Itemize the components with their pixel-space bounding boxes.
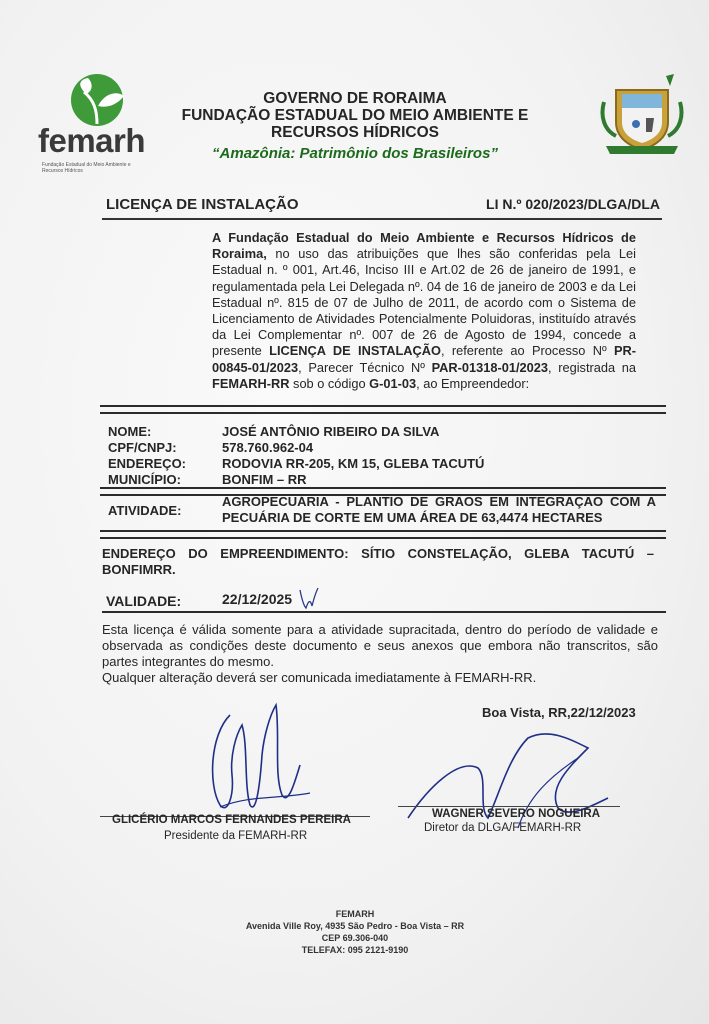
place-and-date: Boa Vista, RR,22/12/2023 [482,705,636,720]
footer-phone: TELEFAX: 095 2121-9190 [301,945,409,955]
logo-subtitle: Fundação Estadual do Meio Ambiente e Recursos Hídricos [42,162,131,174]
intro-text-4: , registrada na [548,359,636,375]
signature-line-director [398,806,620,807]
intro-text-2: , referente ao Processo Nº [440,343,614,359]
state-coat-of-arms-icon [596,72,688,158]
enterprise-address: ENDEREÇO DO EMPREENDIMENTO: SÍTIO CONSTELAÇÃO, GLEBA TACUTÚ – BONFIMRR. [102,546,654,577]
validity-label: VALIDADE: [106,593,182,609]
foundation-name-line1: FUNDAÇÃO ESTADUAL DO MEIO AMBIENTE E [181,107,529,124]
intro-text-6: , ao Empreendedor: [416,375,530,391]
validity-divider [102,611,666,613]
president-name: GLICÉRIO MARCOS FERNANDES PEREIRA [112,814,351,826]
name-value: JOSÉ ANTÔNIO RIBEIRO DA SILVA [222,424,440,439]
footer-org: FEMARH [335,909,375,919]
address-value: RODOVIA RR-205, KM 15, GLEBA TACUTÚ [222,456,485,471]
foundation-name-line2: RECURSOS HÍDRICOS [271,124,439,141]
director-name: WAGNER SEVERO NOGUEIRA [432,808,601,820]
government-name: GOVERNO DE RORAIMA [263,90,447,107]
footer-address: Avenida Ville Roy, 4935 São Pedro - Boa Vista – RR [245,921,465,931]
signature-president-icon [190,695,330,825]
intro-text-1: no uso das atribuições que lhes são conferidas pela Lei Estadual n. º 001, Art.46, Inciso III e Art.02 de 26 de janeiro de 1991, e regulamentada pela Lei Delegada nº. 04 de 16 de janeiro de 2003 e da Lei Estadual nº. 815 de 07 de Julho de 2011, de acordo com o Sistema de Licenciamento de Atividades Potencialmente Poluidoras, instituído através da Lei Complementar nº. 007 de 26 de Agosto de 1994, concede a presente [212,246,636,359]
intro-org-name: A Fundação Estadual do Meio Ambiente e Recursos Hídricos de Roraima, [212,230,636,262]
director-role: Diretor da DLGA/FEMARH-RR [424,822,582,834]
activity-value: AGROPECUÁRIA - PLANTIO DE GRÃOS EM INTEGRAÇÃO COM A PECUÁRIA DE CORTE EM UMA ÁREA DE 63,4474 HECTARES [222,494,656,525]
president-role: Presidente da FEMARH-RR [164,830,308,842]
municipality-value: BONFIM – RR [222,472,307,487]
femarh-logo [36,70,166,174]
signature-director-icon [398,718,618,838]
validity-value: 22/12/2025 [222,591,293,607]
motto: “Amazônia: Patrimônio dos Brasileiros” [212,145,498,162]
activity-label: ATIVIDADE: [108,503,182,518]
intro-process-number: PR-00845-01/2023 [212,343,637,375]
intro-text-5: sob o código [289,375,370,391]
name-label: NOME: [108,424,152,439]
intro-opinion-number: PAR-01318-01/2023 [431,359,548,375]
initials-mark-icon [298,586,320,610]
license-number: LI N.º 020/2023/DLGA/DLA [486,196,660,212]
leaf-logo-icon [64,72,130,128]
validity-conditions: Esta licença é válida somente para a atividade supracitada, dentro do período de validade e observada as condições deste documento e seus anexos que embora não transcritos, são partes integrantes do mesmo. [102,622,658,669]
footer [220,908,490,956]
footer-cep: CEP 69.306-040 [321,933,389,943]
change-notice: Qualquer alteração deverá ser comunicada imediatamente à FEMARH-RR. [102,670,537,685]
license-type: LICENÇA DE INSTALAÇÃO [106,196,299,213]
intro-code: G-01-03 [369,375,417,391]
logo-wordmark: femarh [38,122,146,159]
intro-license-type: LICENÇA DE INSTALAÇÃO [269,343,441,359]
section-divider [100,405,666,414]
cpf-label: CPF/CNPJ: [108,440,177,455]
address-label: ENDEREÇO: [108,456,187,471]
cpf-value: 578.760.962-04 [222,440,314,455]
license-title-row [106,196,660,216]
intro-text-3: , Parecer Técnico Nº [298,359,432,375]
title-divider [102,218,662,220]
section-divider [100,530,666,539]
municipality-label: MUNICÍPIO: [108,472,181,487]
intro-paragraph [212,230,636,392]
letterhead [150,90,560,165]
intro-registry: FEMARH-RR [212,375,290,391]
